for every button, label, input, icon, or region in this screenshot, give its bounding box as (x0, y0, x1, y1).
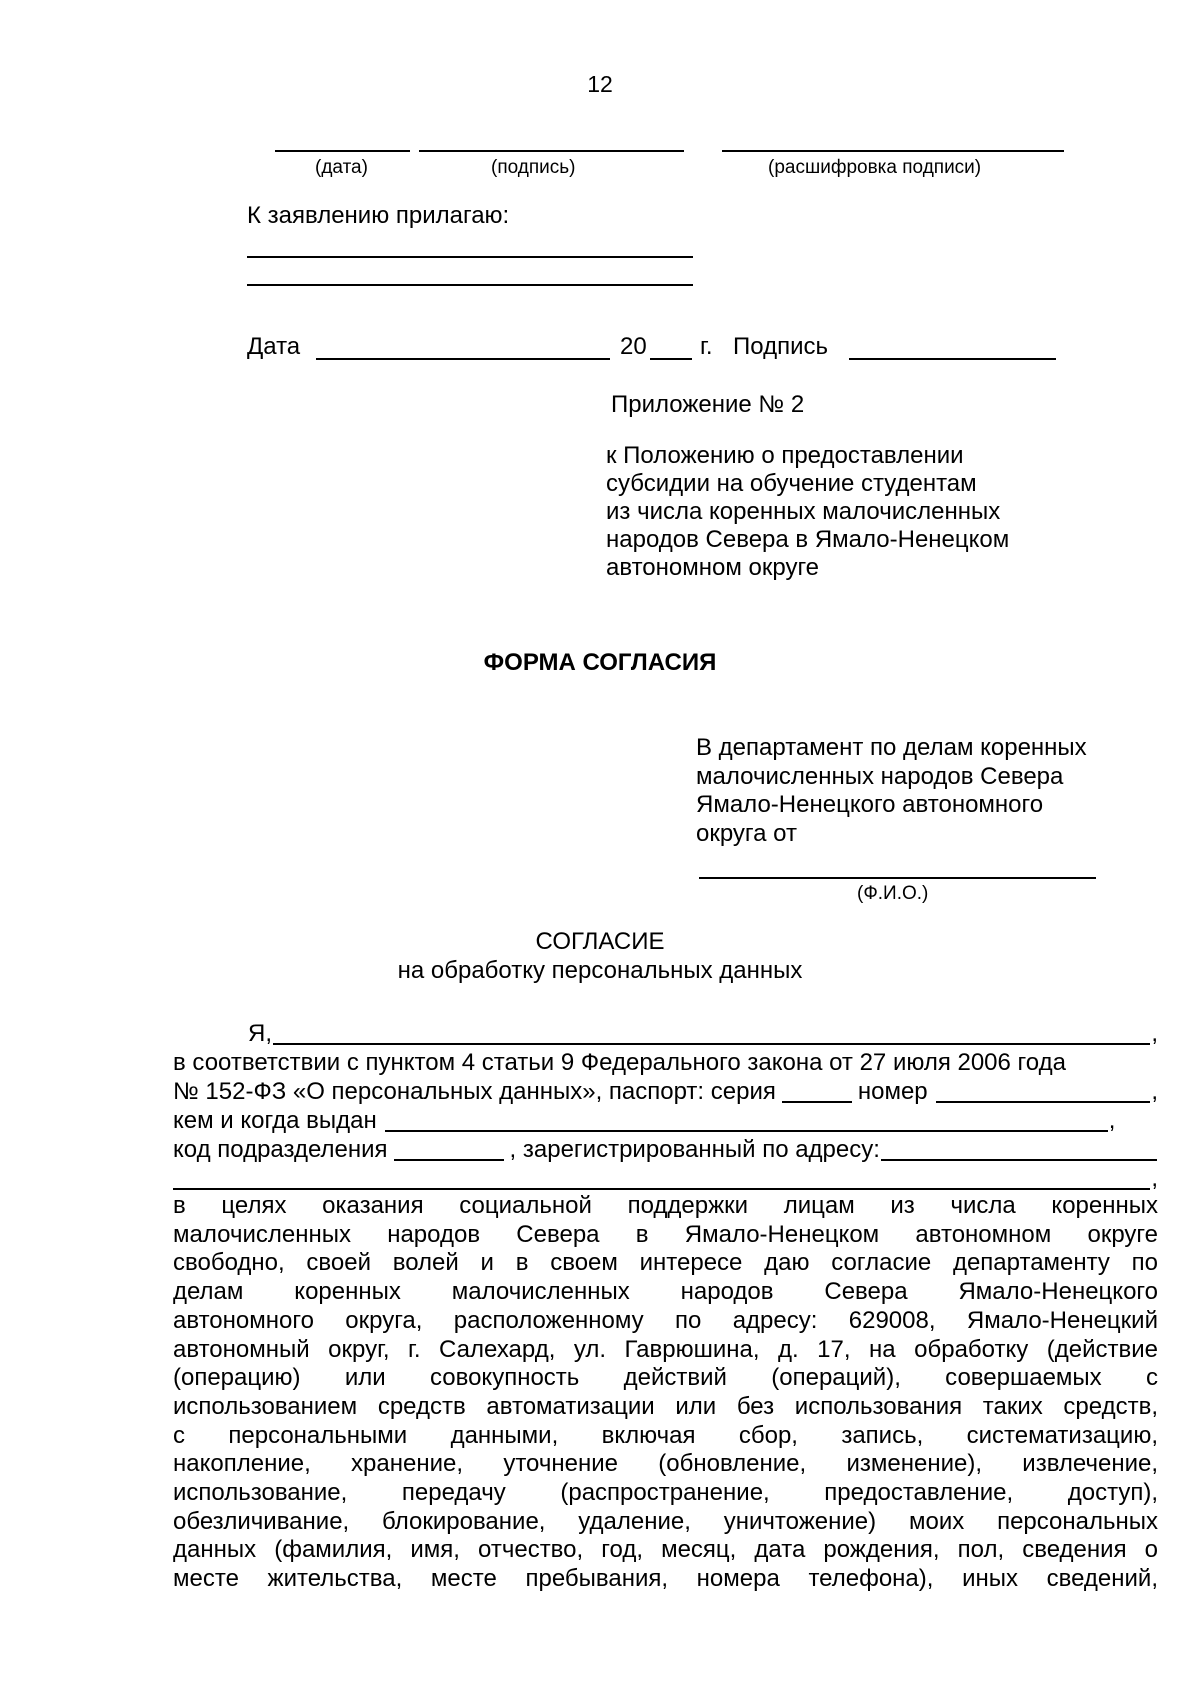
signature-label: Подпись (733, 333, 828, 360)
consent-title: СОГЛАСИЕ (535, 928, 665, 955)
comma: , (1151, 1020, 1158, 1047)
fill-row-law (173, 1049, 1158, 1077)
body-line: данных (фамилия, имя, отчество, год, месяц, дата рождения, пол, сведения о (173, 1536, 1158, 1564)
date-label: Дата (247, 333, 301, 360)
signature-line (419, 150, 684, 152)
body-line: делам коренных малочисленных народов Севера Ямало-Ненецкого (173, 1278, 1158, 1306)
date-fill-line (316, 358, 610, 360)
fill-row-division (173, 1136, 1158, 1164)
consent-body (173, 1192, 1158, 1594)
body-line: использованием средств автоматизации или без использования таких средств, (173, 1392, 1158, 1420)
address-fill-line-2 (173, 1166, 1150, 1190)
attach-label: К заявлению прилагаю: (247, 202, 510, 229)
signature-caption: (подпись) (491, 157, 576, 178)
appendix-line: субсидии на обучение студентам (606, 470, 977, 497)
body-line: с персональными данными, включая сбор, запись, систематизацию, (173, 1421, 1158, 1449)
series-fill-line (782, 1079, 852, 1103)
body-line: свободно, своей волей и в своем интересе даю согласие департаменту по (173, 1249, 1158, 1277)
issued-fill-line (385, 1108, 1108, 1132)
body-line: малочисленных народов Севера в Ямало-Ненецком автономном округе (173, 1220, 1158, 1248)
appendix-line: автономном округе (606, 554, 820, 581)
appendix-reference (606, 442, 1146, 582)
division-label: код подразделения (173, 1136, 388, 1163)
fill-row-issued (173, 1107, 1158, 1135)
addressee-line: малочисленных народов Севера (696, 762, 1064, 790)
fio-fill-line (699, 877, 1096, 879)
division-fill-line (394, 1137, 504, 1161)
body-line: автономного округа, расположенному по адресу: 629008, Ямало-Ненецкий (173, 1306, 1158, 1334)
body-line: в целях оказания социальной поддержки лицам из числа коренных (173, 1192, 1158, 1219)
form-title: ФОРМА СОГЛАСИЯ (483, 649, 717, 676)
issued-label: кем и когда выдан (173, 1107, 377, 1134)
fio-caption: (Ф.И.О.) (857, 883, 929, 904)
attachment-line-2 (247, 284, 693, 286)
attachment-line-1 (247, 256, 693, 258)
addressee-line: округа от (696, 819, 797, 847)
body-line: использование, передачу (распространение, предоставление, доступ), (173, 1479, 1158, 1507)
year-fill-line (650, 358, 692, 360)
comma: , (1151, 1165, 1158, 1192)
date-caption: (дата) (315, 157, 368, 178)
appendix-line: из числа коренных малочисленных (606, 498, 1001, 525)
body-line: накопление, хранение, уточнение (обновление, изменение), извлечение, (173, 1450, 1158, 1478)
date-signature-line (275, 150, 410, 152)
signature-fill-line (849, 358, 1056, 360)
appendix-title: Приложение № 2 (611, 391, 805, 418)
appendix-line: народов Севера в Ямало-Ненецком (606, 526, 1010, 553)
consent-subtitle: на обработку персональных данных (397, 957, 803, 984)
body-line: (операцию) или совокупность действий (операций), совершаемых с (173, 1364, 1158, 1392)
fill-row-address (173, 1165, 1158, 1193)
name-fill-line (273, 1021, 1150, 1045)
law-line: в соответствии с пунктом 4 статьи 9 Федерального закона от 27 июля 2006 года (173, 1049, 1066, 1076)
addressee-block (696, 734, 1156, 848)
decoding-caption: (расшифровка подписи) (768, 157, 982, 178)
addressee-line: В департамент по делам коренных (696, 734, 1087, 761)
fill-row-passport (173, 1078, 1158, 1106)
ya-label: Я, (248, 1020, 272, 1047)
passport-prefix: № 152-ФЗ «О персональных данных», паспорт: серия (173, 1078, 776, 1105)
fill-row-name (173, 1020, 1158, 1048)
body-line: автономный округ, г. Салехард, ул. Гаврюшина, д. 17, на обработку (действие (173, 1335, 1158, 1363)
body-line: обезличивание, блокирование, удаление, уничтожение) моих персональных (173, 1507, 1158, 1535)
year-prefix: 20 (620, 333, 647, 360)
registered-label: , зарегистрированный по адресу: (509, 1136, 880, 1163)
page-number: 12 (587, 71, 613, 97)
appendix-line: к Положению о предоставлении (606, 442, 964, 469)
signature-decoding-line (722, 150, 1064, 152)
address-fill-line (881, 1137, 1157, 1161)
year-suffix: г. (700, 333, 713, 360)
comma: , (1108, 1107, 1116, 1134)
body-line: месте жительства, месте пребывания, номера телефона), иных сведений, (173, 1565, 1158, 1593)
comma: , (1151, 1078, 1158, 1105)
number-label: номер (857, 1078, 928, 1105)
number-fill-line (936, 1079, 1151, 1103)
addressee-line: Ямало-Ненецкого автономного (696, 791, 1044, 818)
